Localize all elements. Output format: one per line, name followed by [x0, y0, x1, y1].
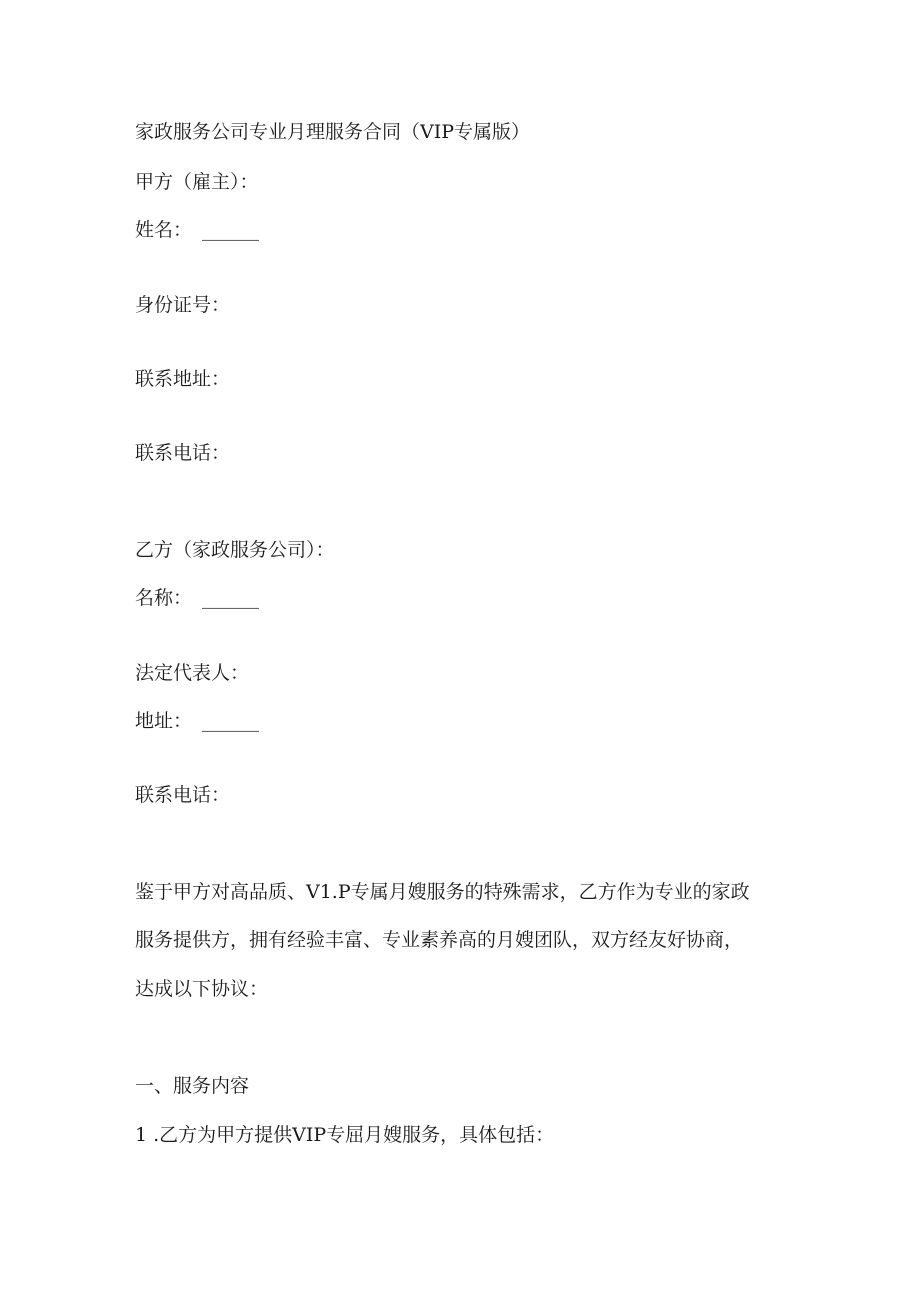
party-a-name-label: 姓名：: [135, 219, 193, 241]
party-a-id-label: 身份证号：: [135, 294, 231, 316]
party-b-heading: 乙方（家政服务公司）：: [135, 539, 335, 561]
party-b-address-row: [135, 709, 259, 733]
party-b-rep-label: 法定代表人：: [135, 662, 250, 684]
party-b-address-label: 地址：: [135, 710, 193, 732]
party-b-name-blank: ______: [202, 587, 260, 609]
document-title: 家政服务公司专业月理服务合同（VIP专属版）: [135, 121, 531, 143]
section-1-item-1: 1 .乙方为甲方提供VIP专屈月嫂服务，具体包括：: [135, 1124, 555, 1146]
party-a-heading: 甲方（雇主）：: [135, 171, 259, 193]
party-a-name-row: [135, 218, 259, 242]
party-b-address-blank: ______: [202, 710, 260, 732]
party-a-phone-label: 联系电话：: [135, 442, 231, 464]
party-a-address-label: 联系地址：: [135, 368, 231, 390]
intro-line-3: 达成以下协议：: [135, 978, 269, 1000]
party-b-name-row: [135, 586, 259, 610]
intro-line-1: 鉴于甲方对高品质、V1.P专属月嫂服务的特殊需求，乙方作为专业的家政: [135, 881, 750, 903]
intro-line-2: 服务提供方，拥有经验丰富、专业素养高的月嫂团队，双方经友好协商，: [135, 929, 744, 951]
party-a-name-blank: ______: [202, 219, 260, 241]
party-b-name-label: 名称：: [135, 587, 193, 609]
section-1-heading: 一、服务内容: [135, 1075, 250, 1097]
party-b-phone-label: 联系电话：: [135, 784, 231, 806]
